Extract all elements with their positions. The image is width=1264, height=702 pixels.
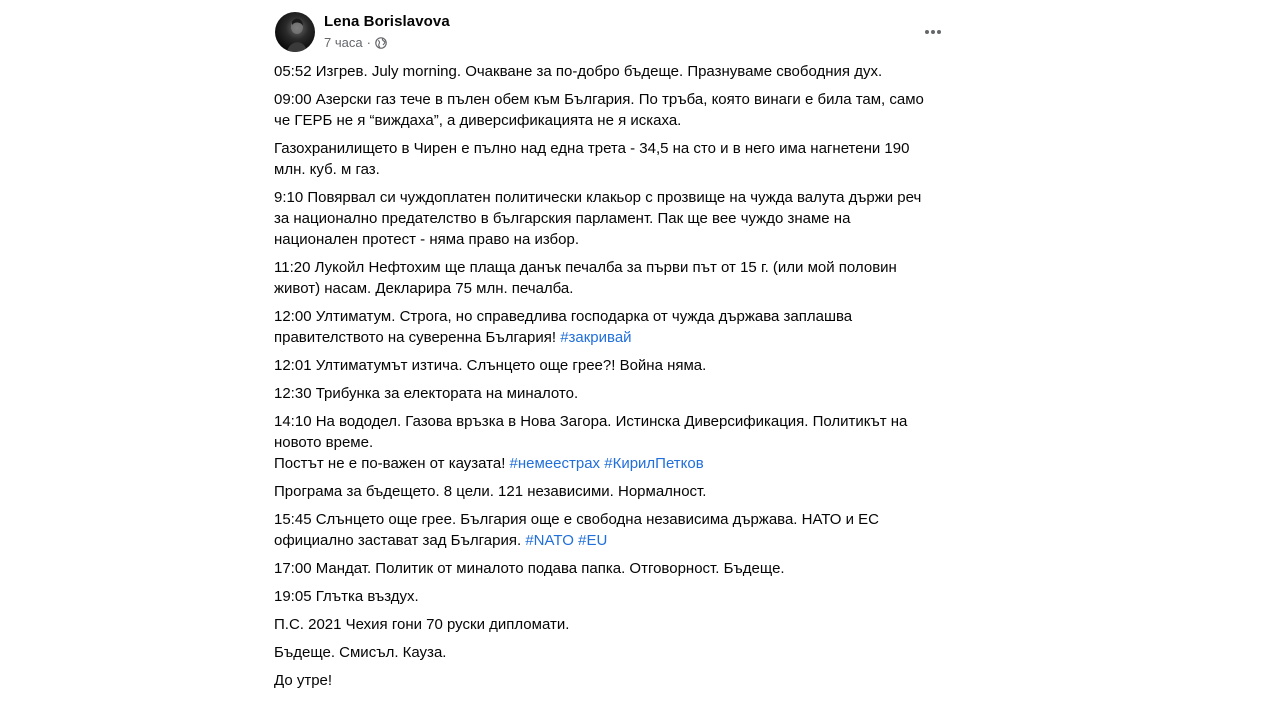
post-timestamp[interactable]: 7 часа xyxy=(324,35,363,50)
post-paragraph xyxy=(274,187,954,250)
post-paragraph xyxy=(274,670,954,691)
avatar-photo xyxy=(275,12,315,52)
paragraph-text: 19:05 Глътка въздух. xyxy=(274,588,419,605)
paragraph-text: 09:00 Азерски газ тече в пълен обем към България. По тръба, която винаги е била там, само че ГЕРБ не я “виждаха”, а диверсификацията не я искаха. xyxy=(274,91,924,129)
post-header xyxy=(275,12,960,54)
post-paragraph xyxy=(274,642,954,663)
post-paragraph xyxy=(274,61,954,82)
post-paragraph xyxy=(274,138,954,180)
post-paragraph xyxy=(274,586,954,607)
post-paragraph xyxy=(274,411,954,474)
post-meta xyxy=(324,35,387,50)
post-card xyxy=(262,0,960,702)
avatar[interactable] xyxy=(275,12,315,52)
post-paragraph xyxy=(274,257,954,299)
hashtag-link[interactable]: #закривай xyxy=(560,329,632,346)
post-paragraph xyxy=(274,614,954,635)
globe-icon[interactable] xyxy=(375,37,387,49)
paragraph-text: Програма за бъдещето. 8 цели. 121 независими. Нормалност. xyxy=(274,483,707,500)
hashtag-link[interactable]: #КирилПетков xyxy=(604,455,704,472)
paragraph-text: Бъдеще. Смисъл. Кауза. xyxy=(274,644,447,661)
post-paragraph xyxy=(274,383,954,404)
paragraph-text: 12:30 Трибунка за електората на миналото. xyxy=(274,385,579,402)
post-paragraph xyxy=(274,509,954,551)
hashtag-link[interactable]: #EU xyxy=(578,532,608,549)
paragraph-text: П.С. 2021 Чехия гони 70 руски дипломати. xyxy=(274,616,570,633)
paragraph-text: 14:10 На вододел. Газова връзка в Нова Загора. Истинска Диверсификация. Политикът на новото време. Постът не е по-важен от каузата! xyxy=(274,413,908,472)
more-horizontal-icon xyxy=(923,29,943,35)
post-paragraph xyxy=(274,89,954,131)
hashtag-link[interactable]: #немеестрах xyxy=(509,455,601,472)
paragraph-text: 12:00 Ултиматум. Строга, но справедлива господарка от чужда държава заплашва правителството на суверенна България! xyxy=(274,308,853,346)
post-paragraph xyxy=(274,355,954,376)
paragraph-text: 05:52 Изгрев. July morning. Очакване за по-добро бъдеще. Празнуваме свободния дух. xyxy=(274,63,883,80)
paragraph-text: 12:01 Ултиматумът изтича. Слънцето още грее?! Война няма. xyxy=(274,357,707,374)
paragraph-text: 11:20 Лукойл Нефтохим ще плаща данък печалба за първи път от 15 г. (или мой половин живот) насам. Декларира 75 млн. печалба. xyxy=(274,259,897,297)
separator-dot: · xyxy=(366,35,371,50)
post-body xyxy=(274,61,954,698)
hashtag-link[interactable]: #NATO xyxy=(525,532,574,549)
paragraph-text: 9:10 Повярвал си чуждоплатен политически клакьор с прозвище на чужда валута държи реч за национално предателство в българския парламент. Пак ще вее чуждо знаме на национален протест - няма право на избор. xyxy=(274,189,922,248)
paragraph-text: До утре! xyxy=(274,672,333,689)
author-name[interactable]: Lena Borislavova xyxy=(324,13,450,30)
post-paragraph xyxy=(274,558,954,579)
post-paragraph xyxy=(274,481,954,502)
paragraph-text: 17:00 Мандат. Политик от миналото подава папка. Отговорност. Бъдеще. xyxy=(274,560,785,577)
paragraph-text: 15:45 Слънцето още грее. България още е свободна независима държава. НАТО и ЕС официално застават зад България. xyxy=(274,511,880,549)
paragraph-text: Газохранилището в Чирен е пълно над една трета - 34,5 на сто и в него има нагнетени 190 млн. куб. м газ. xyxy=(274,140,910,178)
post-paragraph xyxy=(274,306,954,348)
more-options-button[interactable] xyxy=(918,18,948,46)
